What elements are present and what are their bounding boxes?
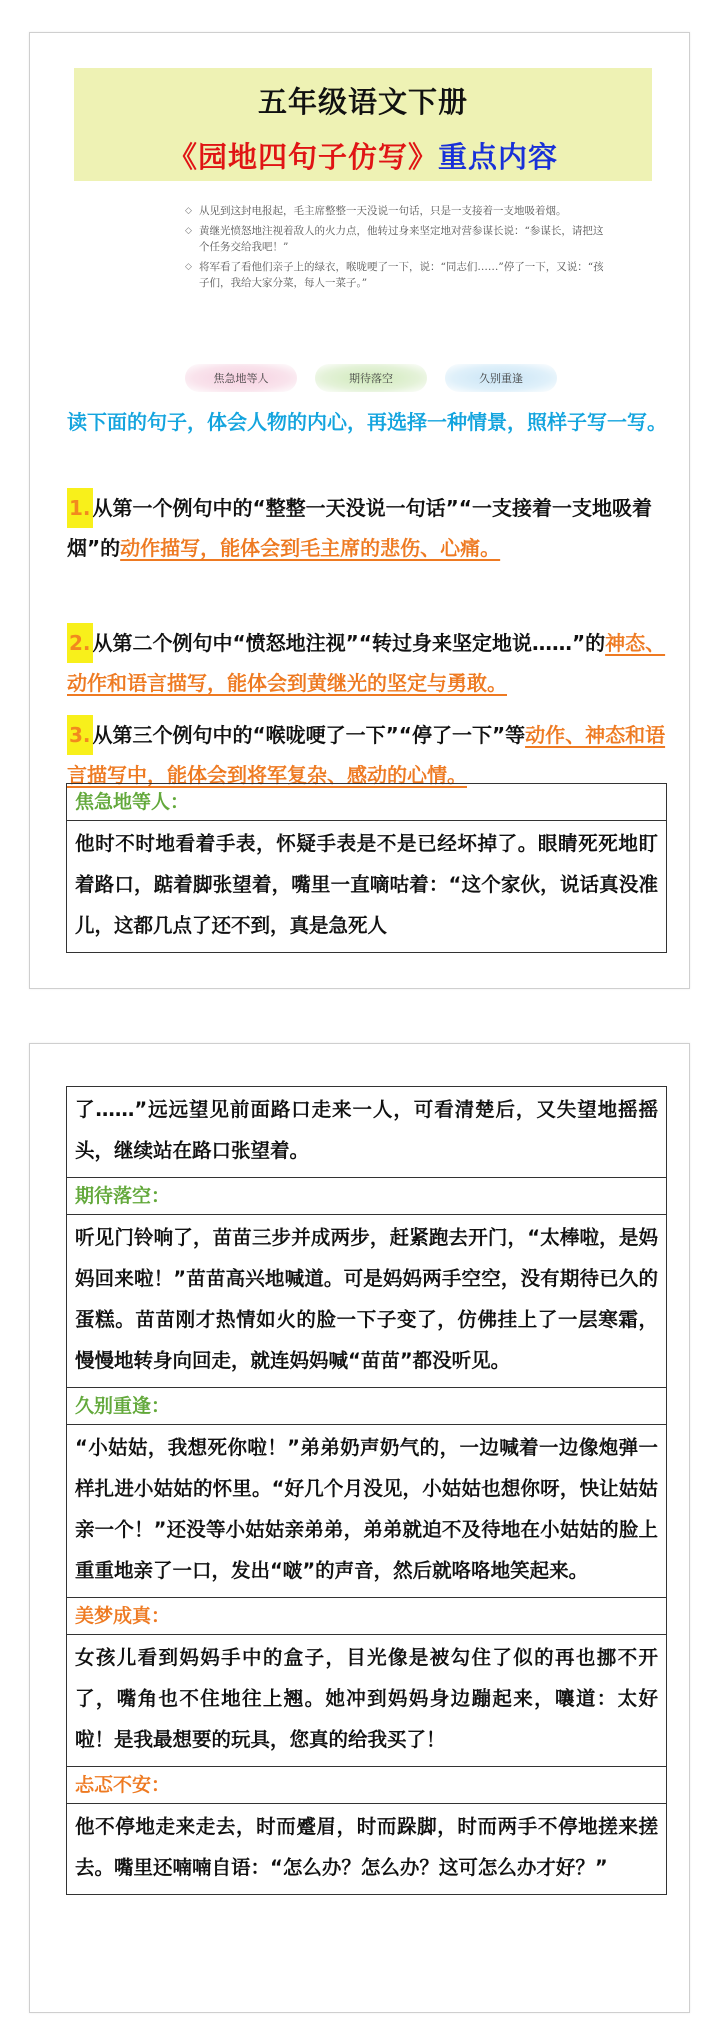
page-title: 五年级语文下册: [257, 85, 468, 119]
point-text: 从第一个例句中的“整整一天没说一句话”“一支接着一支地吸着烟”的: [67, 496, 652, 560]
examples-table-part-1: [66, 783, 667, 953]
chip-reunion: 久别重逢: [445, 364, 557, 392]
section-title-anxious: 忐忑不安：: [67, 1767, 666, 1804]
page-one: [29, 32, 690, 989]
section-title-reunion: 久别重逢：: [67, 1388, 666, 1425]
page-two: [29, 1043, 690, 2013]
section-text-dream: 女孩儿看到妈妈手中的盒子，目光像是被勾住了似的再也挪不开了，嘴角也不住地往上翘。她冲到妈妈身边蹦起来，嚷道：太好啦！是我最想要的玩具，您真的给我买了！: [67, 1635, 666, 1767]
section-title-dream: 美梦成真：: [67, 1598, 666, 1635]
instruction-text: 读下面的句子，体会人物的内心，再选择一种情景，照样子写一写。: [67, 410, 667, 434]
title-banner: [74, 68, 652, 181]
point-number: 1.: [67, 488, 93, 528]
subtitle-red: 《园地四句子仿写》: [167, 140, 438, 174]
point-number: 3.: [67, 715, 93, 755]
excerpt-line: ◇ 黄继光愤怒地注视着敌人的火力点，他转过身来坚定地对营参谋长说：“参谋长，请把这个任务交给我吧！”: [185, 223, 605, 255]
analysis-point-2: [67, 623, 679, 703]
examples-table-part-2: [66, 1086, 667, 1895]
section-title-disappointed: 期待落空：: [67, 1178, 666, 1215]
section-text-anxious: 他不停地走来走去，时而蹙眉，时而跺脚，时而两手不停地搓来搓去。嘴里还喃喃自语：“怎么办？怎么办？这可怎么办才好？”: [75, 1815, 658, 1879]
textbook-excerpt: [185, 203, 605, 295]
analysis-point-1: [67, 488, 679, 568]
section-title-waiting: 焦急地等人：: [67, 784, 666, 821]
chip-disappointed: 期待落空: [315, 364, 427, 392]
point-text: 从第三个例句中的“喉咙哽了一下”“停了一下”等: [92, 723, 526, 747]
point-highlight: 动作、神态和语言描写中，能体会到将军复杂、感动的心情。: [67, 723, 666, 787]
section-text-disappointed: 听见门铃响了，苗苗三步并成两步，赶紧跑去开门，“太棒啦，是妈妈回来啦！”苗苗高兴地喊道。可是妈妈两手空空，没有期待已久的蛋糕。苗苗刚才热情如火的脸一下子变了，仿佛挂上了一层寒霜，慢慢地转身向回走，就连妈妈喊“苗苗”都没听见。: [67, 1215, 666, 1388]
section-text-waiting: 他时不时地看着手表，怀疑手表是不是已经坏掉了。眼睛死死地盯着路口，踮着脚张望着，嘴里一直嘀咕着：“这个家伙，说话真没准儿，这都几点了还不到，真是急死人: [75, 832, 658, 937]
point-highlight: 神态、动作和语言描写，能体会到黄继光的坚定与勇敢。: [67, 631, 666, 695]
point-highlight: 动作描写，能体会到毛主席的悲伤、心痛。: [120, 536, 501, 560]
excerpt-line: ◇ 将军看了看他们亲子上的绿衣，喉咙哽了一下，说：“同志们……”停了一下，又说：“孩子们，我给大家分菜，每人一菜子。”: [185, 259, 605, 291]
point-text: 从第二个例句中“愤怒地注视”“转过身来坚定地说……”的: [92, 631, 606, 655]
scenario-chips: [185, 364, 565, 394]
point-number: 2.: [67, 623, 93, 663]
section-text-waiting-continued: 了……”远远望见前面路口走来一人，可看清楚后，又失望地摇摇头，继续站在路口张望着。: [67, 1087, 666, 1178]
subtitle-blue: 重点内容: [438, 140, 559, 174]
section-text-reunion: “小姑姑，我想死你啦！”弟弟奶声奶气的，一边喊着一边像炮弹一样扎进小姑姑的怀里。“好几个月没见，小姑姑也想你呀，快让姑姑亲一个！”还没等小姑姑亲弟弟，弟弟就迫不及待地在小姑姑的脸上重重地亲了一口，发出“啵”的声音，然后就咯咯地笑起来。: [67, 1425, 666, 1598]
excerpt-line: ◇ 从见到这封电报起，毛主席整整一天没说一句话，只是一支接着一支地吸着烟。: [185, 203, 605, 219]
chip-waiting: 焦急地等人: [185, 364, 297, 392]
page-subtitle: [74, 135, 652, 176]
